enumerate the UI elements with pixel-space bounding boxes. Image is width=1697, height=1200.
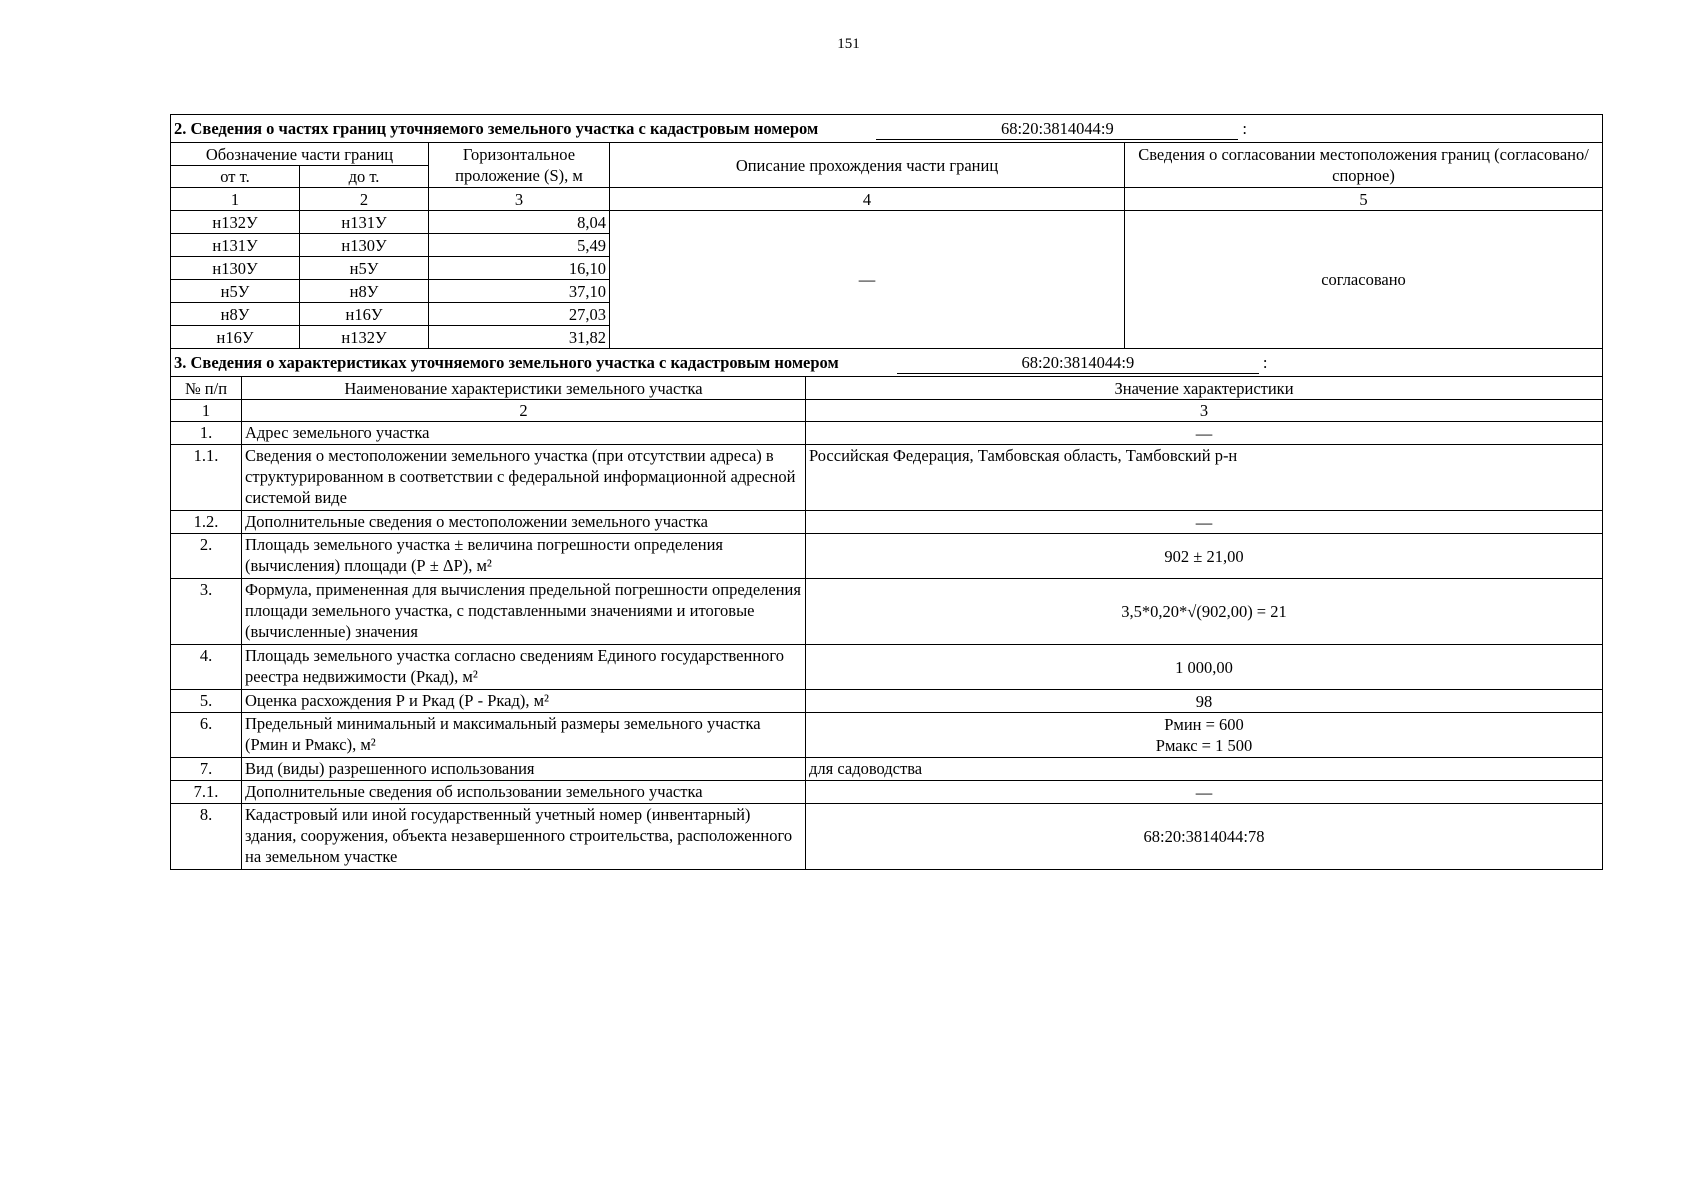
header-description: Описание прохождения части границ: [610, 143, 1125, 188]
characteristic-value: 902 ± 21,00: [806, 534, 1603, 579]
horizontal-distance: 27,03: [429, 303, 610, 326]
characteristic-name: Площадь земельного участка ± величина погрешности определения (вычисления) площади (Р ± ΔР), м²: [242, 534, 806, 579]
row-number: 8.: [171, 804, 242, 870]
table-row: [171, 422, 1603, 445]
point-from: н5У: [171, 280, 300, 303]
characteristic-name: Площадь земельного участка согласно сведениям Единого государственного реестра недвижимости (Ркад), м²: [242, 645, 806, 690]
point-from: н8У: [171, 303, 300, 326]
characteristic-value: Российская Федерация, Тамбовская область, Тамбовский р-н: [806, 445, 1603, 511]
characteristic-value: 3,5*0,20*√(902,00) = 21: [806, 579, 1603, 645]
row-number: 1.1.: [171, 445, 242, 511]
col-number: 2: [300, 188, 429, 211]
horizontal-distance: 16,10: [429, 257, 610, 280]
table-row: [171, 534, 1603, 579]
horizontal-distance: 5,49: [429, 234, 610, 257]
col-number: 3: [429, 188, 610, 211]
section2-cadastral-number: 68:20:3814044:9: [876, 118, 1238, 140]
section2-colon: :: [1242, 118, 1247, 138]
point-to: н16У: [300, 303, 429, 326]
header-designation: Обозначение части границ: [171, 143, 429, 166]
section2-table: [170, 114, 1603, 349]
header-value: Значение характеристики: [806, 377, 1603, 400]
col-number: 5: [1125, 188, 1603, 211]
characteristic-value: для садоводства: [806, 758, 1603, 781]
description-value: —: [610, 211, 1125, 349]
characteristic-value: —: [806, 511, 1603, 534]
characteristic-name: Предельный минимальный и максимальный размеры земельного участка (Рмин и Рмакс), м²: [242, 713, 806, 758]
characteristic-name: Вид (виды) разрешенного использования: [242, 758, 806, 781]
table-row: [171, 804, 1603, 870]
table-row: [171, 645, 1603, 690]
document-frame: [170, 114, 1602, 870]
characteristic-name: Дополнительные сведения о местоположении земельного участка: [242, 511, 806, 534]
section3-colon: :: [1262, 352, 1268, 372]
table-row: [171, 781, 1603, 804]
characteristic-name: Адрес земельного участка: [242, 422, 806, 445]
characteristic-value-cell: [806, 713, 1603, 758]
characteristic-value: 98: [806, 690, 1603, 713]
table-row: [171, 579, 1603, 645]
horizontal-distance: 37,10: [429, 280, 610, 303]
col-number: 1: [171, 188, 300, 211]
characteristic-value: 1 000,00: [806, 645, 1603, 690]
characteristic-name: Оценка расхождения Р и Ркад (Р - Ркад), м²: [242, 690, 806, 713]
characteristic-value: 68:20:3814044:78: [806, 804, 1603, 870]
table-row: [171, 445, 1603, 511]
max-size-value: Рмакс = 1 500: [1155, 736, 1253, 755]
col-number: 2: [242, 400, 806, 422]
section3-title: 3. Сведения о характеристиках уточняемого земельного участка с кадастровым номером: [174, 352, 839, 372]
page-number: 151: [837, 36, 860, 52]
header-from: от т.: [171, 166, 300, 188]
row-number: 7.1.: [171, 781, 242, 804]
point-to: н132У: [300, 326, 429, 349]
characteristic-name: Сведения о местоположении земельного участка (при отсутствии адреса) в структурированном в соответствии с федеральной информационной адресной системой виде: [242, 445, 806, 511]
characteristic-value: —: [806, 422, 1603, 445]
characteristic-name: Кадастровый или иной государственный учетный номер (инвентарный) здания, сооружения, объекта незавершенного строительства, расположенного на земельном участке: [242, 804, 806, 870]
section2-title: 2. Сведения о частях границ уточняемого земельного участка с кадастровым номером: [174, 118, 819, 138]
point-from: н131У: [171, 234, 300, 257]
min-size-value: Рмин = 600: [1164, 715, 1244, 734]
row-number: 1.: [171, 422, 242, 445]
point-from: н130У: [171, 257, 300, 280]
row-number: 6.: [171, 713, 242, 758]
row-number: 1.2.: [171, 511, 242, 534]
table-row: [171, 211, 1603, 234]
header-horizontal: Горизонтальное проложение (S), м: [429, 143, 610, 188]
section3-cadastral-number: 68:20:3814044:9: [897, 352, 1259, 374]
row-number: 5.: [171, 690, 242, 713]
header-name: Наименование характеристики земельного участка: [242, 377, 806, 400]
col-number: 1: [171, 400, 242, 422]
row-number: 7.: [171, 758, 242, 781]
col-number: 4: [610, 188, 1125, 211]
table-row: [171, 758, 1603, 781]
table-row: [171, 690, 1603, 713]
section2-title-cell: [171, 115, 1603, 143]
col-number: 3: [806, 400, 1603, 422]
horizontal-distance: 31,82: [429, 326, 610, 349]
row-number: 2.: [171, 534, 242, 579]
agreement-value: согласовано: [1125, 211, 1603, 349]
characteristic-name: Формула, примененная для вычисления предельной погрешности определения площади земельного участка, с подставленными значениями и итоговые (вычисленные) значения: [242, 579, 806, 645]
point-to: н8У: [300, 280, 429, 303]
point-to: н130У: [300, 234, 429, 257]
point-from: н132У: [171, 211, 300, 234]
point-to: н131У: [300, 211, 429, 234]
section3-title-cell: [171, 349, 1603, 377]
horizontal-distance: 8,04: [429, 211, 610, 234]
row-number: 3.: [171, 579, 242, 645]
row-number: 4.: [171, 645, 242, 690]
point-from: н16У: [171, 326, 300, 349]
header-to: до т.: [300, 166, 429, 188]
characteristic-name: Дополнительные сведения об использовании земельного участка: [242, 781, 806, 804]
point-to: н5У: [300, 257, 429, 280]
table-row: [171, 511, 1603, 534]
characteristic-value: —: [806, 781, 1603, 804]
section3-table: [170, 348, 1603, 870]
header-num: № п/п: [171, 377, 242, 400]
header-agreement: Сведения о согласовании местоположения границ (согласовано/спорное): [1125, 143, 1603, 188]
table-row: [171, 713, 1603, 758]
